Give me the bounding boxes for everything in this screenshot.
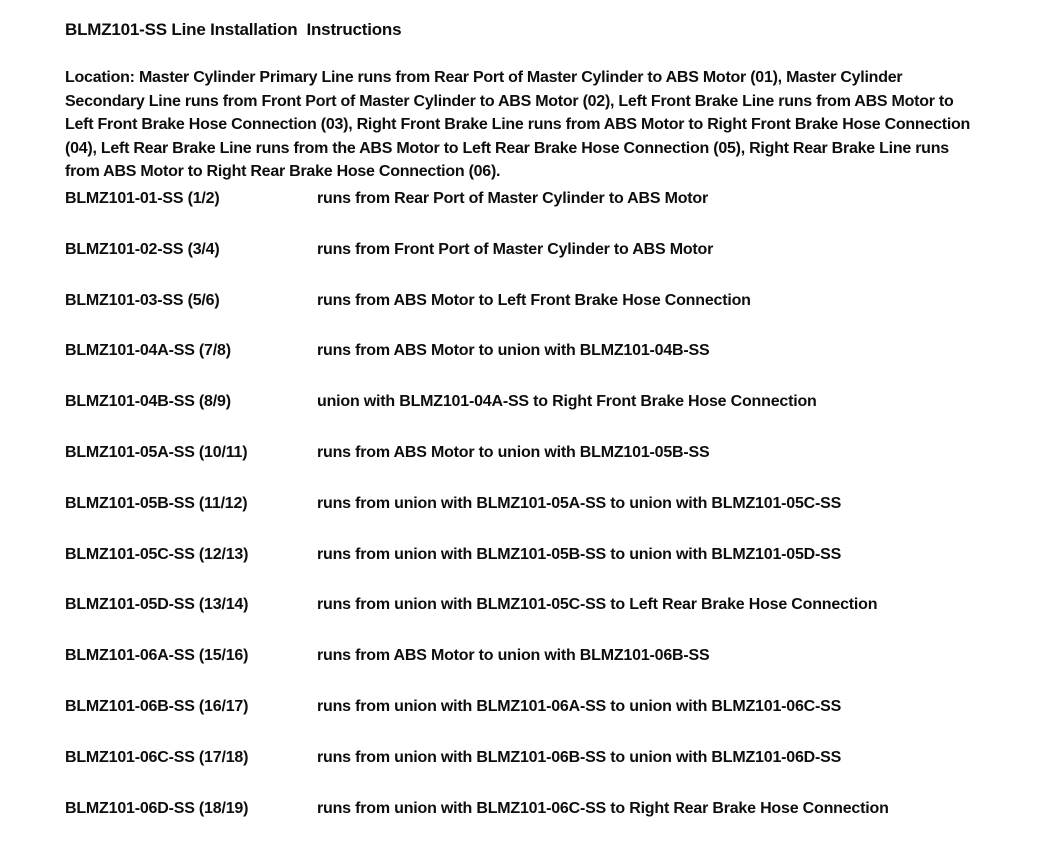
line-row — [65, 594, 1053, 645]
line-part-number: BLMZ101-06B-SS (16/17) — [65, 697, 249, 715]
line-row — [65, 340, 1053, 391]
line-list — [65, 188, 1053, 848]
line-part-number: BLMZ101-05A-SS (10/11) — [65, 443, 248, 461]
line-description: union with BLMZ101-04A-SS to Right Front Brake Hose Connection — [317, 393, 817, 411]
line-row — [65, 442, 1053, 493]
line-row — [65, 798, 1053, 849]
line-part-number: BLMZ101-05B-SS (11/12) — [65, 494, 248, 512]
line-row — [65, 188, 1053, 239]
line-part-number: BLMZ101-02-SS (3/4) — [65, 240, 220, 258]
line-description: runs from union with BLMZ101-05C-SS to Left Rear Brake Hose Connection — [317, 596, 878, 614]
line-row — [65, 239, 1053, 290]
line-row — [65, 544, 1053, 595]
line-part-number: BLMZ101-04A-SS (7/8) — [65, 342, 231, 360]
line-description: runs from union with BLMZ101-06C-SS to Right Rear Brake Hose Connection — [317, 799, 889, 817]
line-description: runs from Rear Port of Master Cylinder to ABS Motor — [317, 189, 709, 207]
line-part-number: BLMZ101-06D-SS (18/19) — [65, 799, 249, 817]
location-paragraph: Location: Master Cylinder Primary Line runs from Rear Port of Master Cylinder to ABS Motor (01), Master Cylinder Secondary Line runs from Front Port of Master Cylinder to ABS Motor (02), Left Front Brake Line runs from ABS Motor to Left Front Brake Hose Connection (03), Right Front Brake Line runs from ABS Motor to Right Front Brake Hose Connection (04), Left Rear Brake Line runs from the ABS Motor to Left Rear Brake Hose Connection (05), Right Rear Brake Line runs from ABS Motor to Right Rear Brake Hose Connection (06). — [65, 69, 975, 181]
line-row — [65, 493, 1053, 544]
line-part-number: BLMZ101-04B-SS (8/9) — [65, 393, 231, 411]
line-description: runs from Front Port of Master Cylinder to ABS Motor — [317, 240, 714, 258]
line-row — [65, 747, 1053, 798]
line-row — [65, 391, 1053, 442]
line-part-number: BLMZ101-01-SS (1/2) — [65, 189, 220, 207]
line-description: runs from ABS Motor to union with BLMZ101-05B-SS — [317, 443, 710, 461]
line-row — [65, 645, 1053, 696]
line-description: runs from ABS Motor to union with BLMZ101-06B-SS — [317, 647, 710, 665]
document-title: BLMZ101-SS Line Installation Instructions — [65, 20, 402, 39]
line-part-number: BLMZ101-03-SS (5/6) — [65, 291, 220, 309]
line-description: runs from ABS Motor to union with BLMZ101-04B-SS — [317, 342, 710, 360]
line-part-number: BLMZ101-06C-SS (17/18) — [65, 748, 249, 766]
line-part-number: BLMZ101-05D-SS (13/14) — [65, 596, 249, 614]
line-part-number: BLMZ101-06A-SS (15/16) — [65, 647, 249, 665]
line-description: runs from union with BLMZ101-06A-SS to union with BLMZ101-06C-SS — [317, 697, 842, 715]
line-description: runs from ABS Motor to Left Front Brake Hose Connection — [317, 291, 751, 309]
line-description: runs from union with BLMZ101-05B-SS to union with BLMZ101-05D-SS — [317, 545, 842, 563]
line-description: runs from union with BLMZ101-05A-SS to union with BLMZ101-05C-SS — [317, 494, 842, 512]
line-description: runs from union with BLMZ101-06B-SS to union with BLMZ101-06D-SS — [317, 748, 842, 766]
line-part-number: BLMZ101-05C-SS (12/13) — [65, 545, 249, 563]
line-row — [65, 696, 1053, 747]
line-row — [65, 290, 1053, 341]
